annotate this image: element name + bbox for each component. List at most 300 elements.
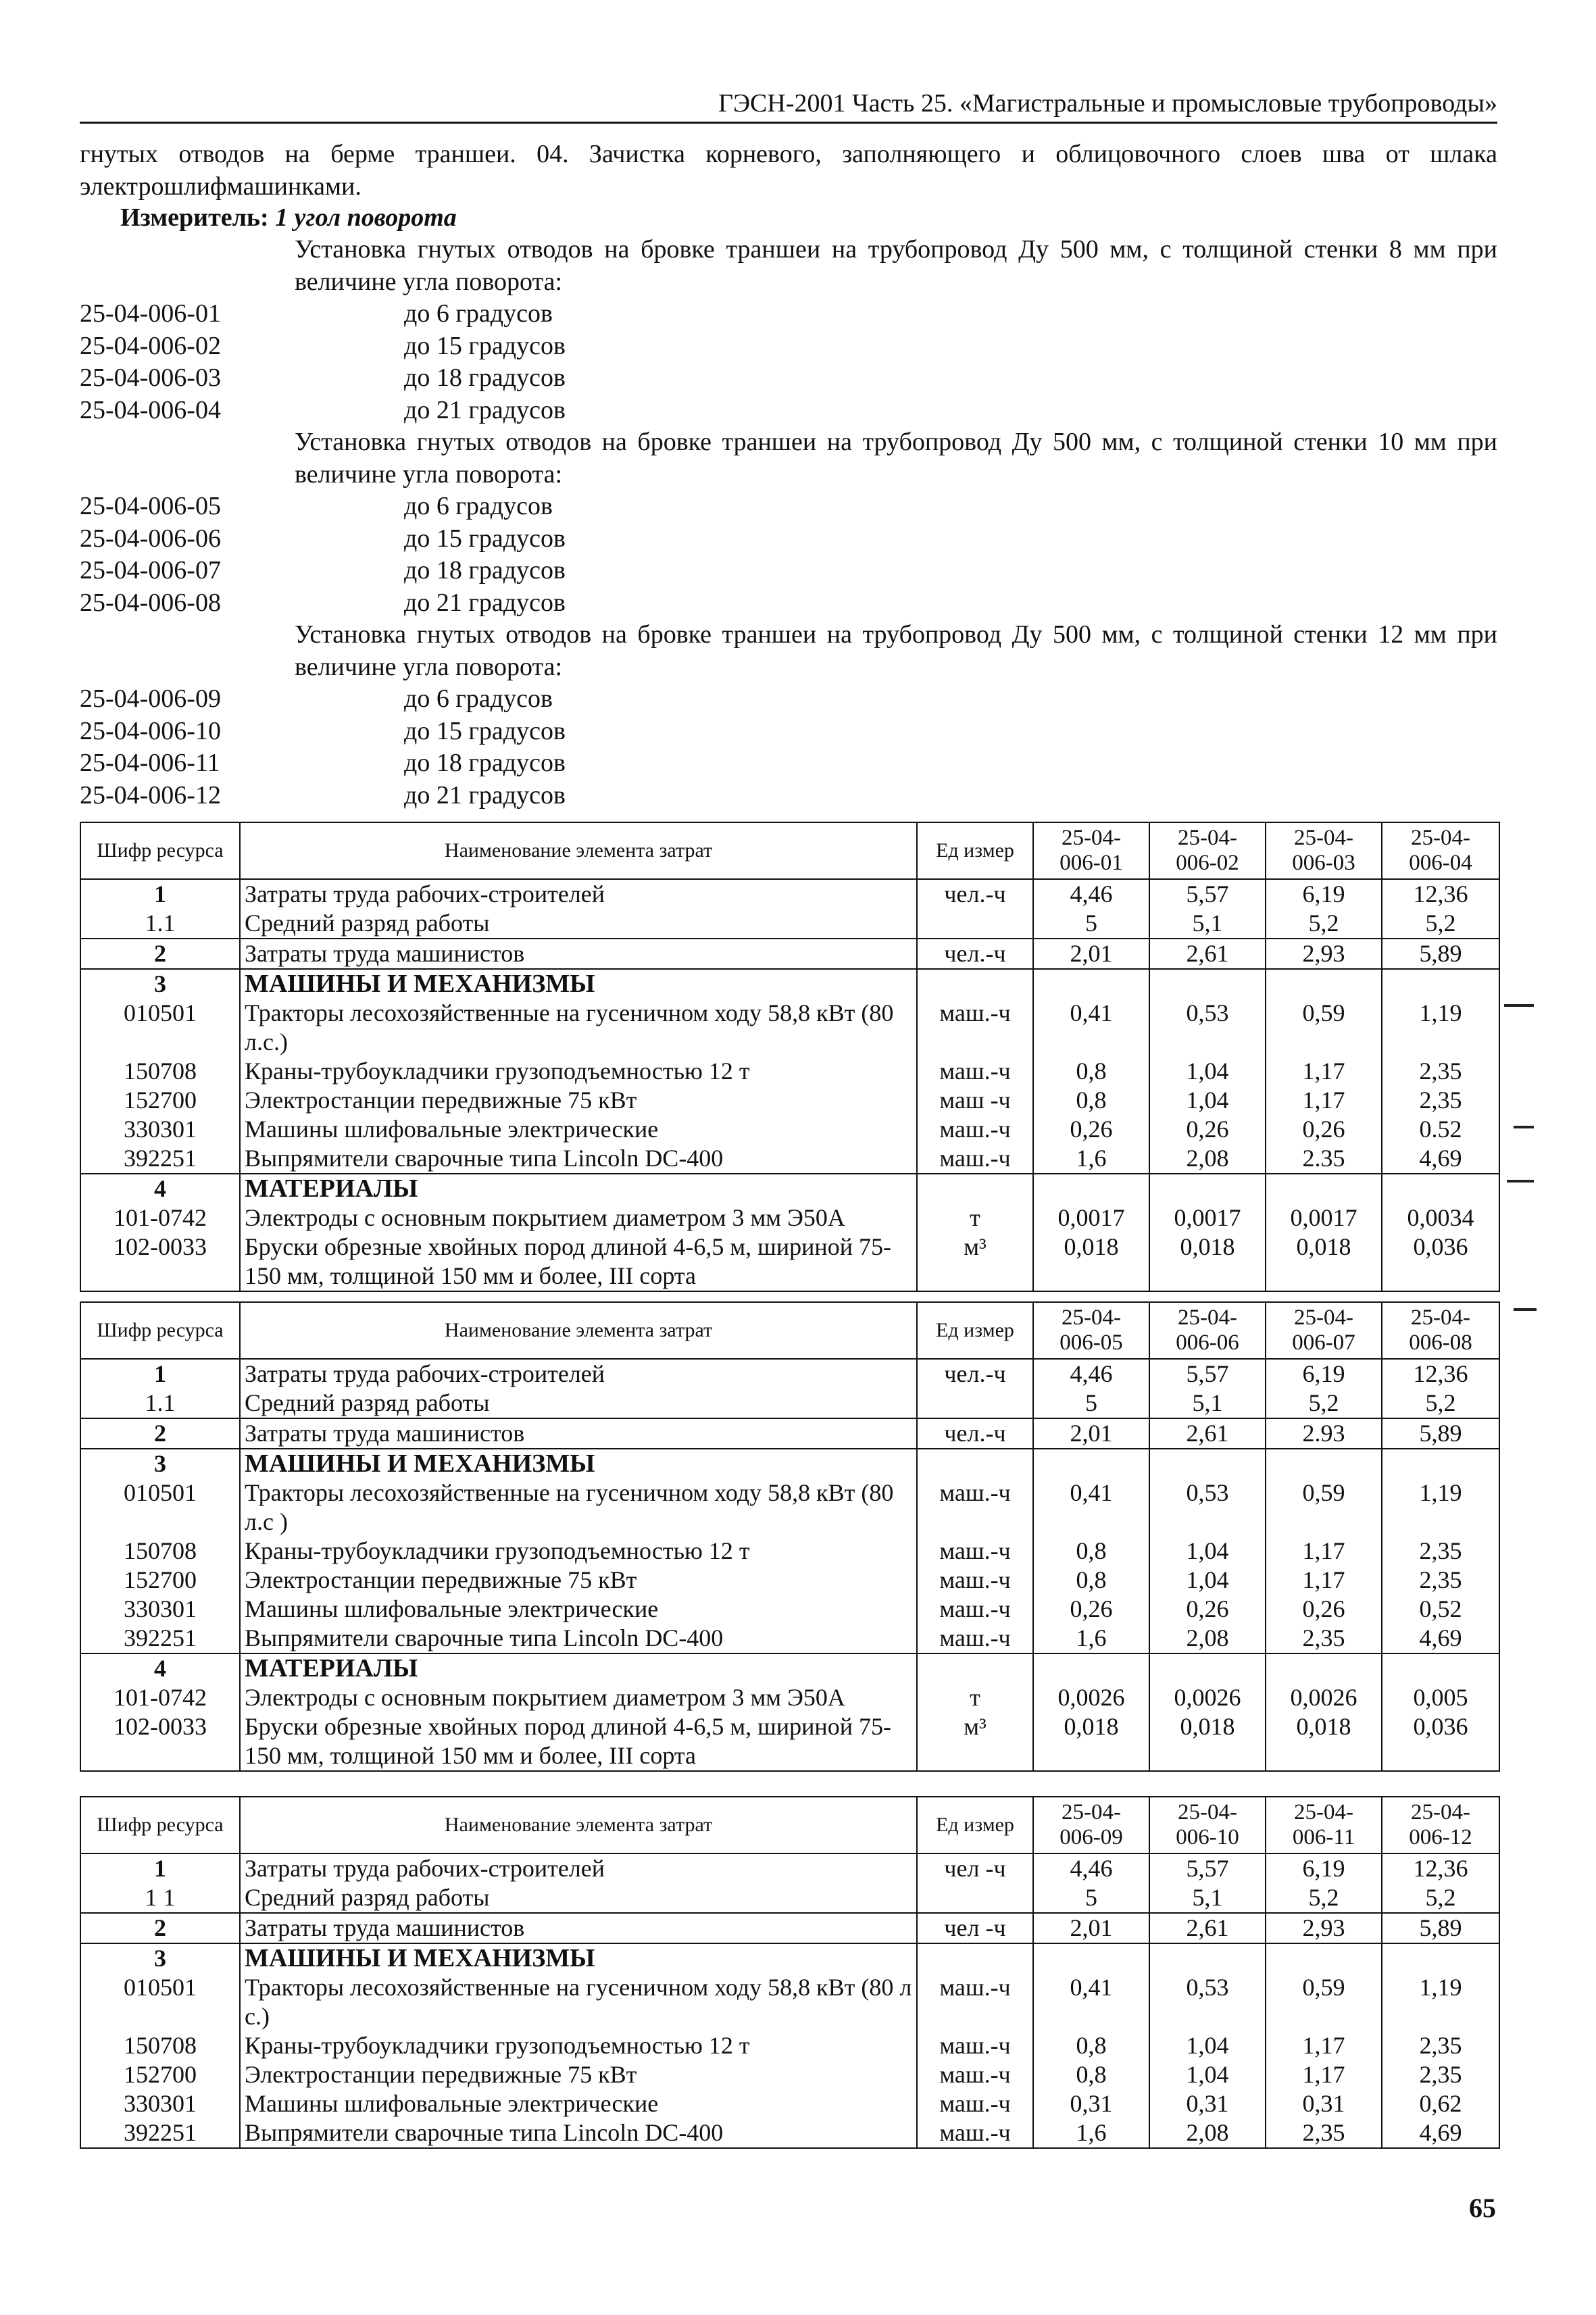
table-row [80, 1883, 1499, 1913]
table-row [80, 1595, 1499, 1624]
table-row [80, 2031, 1499, 2060]
table-row [80, 1115, 1499, 1144]
header-unit: Ед измер [917, 1302, 1033, 1359]
resource-value: 5,89 [1382, 1913, 1499, 1943]
resource-name: МАШИНЫ И МЕХАНИЗМЫ [240, 969, 917, 999]
header-name: Наименование элемента затрат [240, 1797, 917, 1853]
resource-name: МАТЕРИАЛЫ [240, 1653, 917, 1683]
resource-value: 1,04 [1149, 1566, 1266, 1595]
resource-value: 0,0017 [1266, 1203, 1382, 1233]
resource-unit [917, 1653, 1033, 1683]
resource-value: 1,04 [1149, 2031, 1266, 2060]
table-row [80, 1913, 1499, 1943]
resource-value: 5,2 [1382, 1883, 1499, 1913]
resource-value: 0,0026 [1033, 1683, 1149, 1712]
norm-item [80, 683, 1497, 716]
resource-value: 0,62 [1382, 2089, 1499, 2118]
resource-unit: маш -ч [917, 1086, 1033, 1115]
resource-value [1382, 1449, 1499, 1478]
resource-value: 0,41 [1033, 1973, 1149, 2031]
resource-value: 0,52 [1382, 1595, 1499, 1624]
norm-item [80, 523, 1497, 555]
norm-item [80, 362, 1497, 395]
norm-code: 25-04-006-05 [80, 492, 221, 520]
table-row [80, 2089, 1499, 2118]
table-row [80, 1653, 1499, 1683]
resource-name: Тракторы лесохозяйственные на гусеничном ходу 58,8 кВт (80 л.с.) [240, 999, 917, 1057]
norm-code: 25-04-006-12 [80, 780, 221, 810]
resource-code: 150708 [80, 1057, 240, 1086]
norm-code: 25-04-006-10 [80, 716, 221, 745]
resource-name: Машины шлифовальные электрические [240, 1595, 917, 1624]
resource-value: 1,6 [1033, 2118, 1149, 2148]
resource-value: 12,36 [1382, 879, 1499, 909]
resource-code: 3 [80, 969, 240, 999]
resource-value: 0,26 [1033, 1115, 1149, 1144]
header-unit: Ед измер [917, 822, 1033, 879]
resource-unit: маш.-ч [917, 2089, 1033, 2118]
resource-value: 12,36 [1382, 1359, 1499, 1389]
norm-label: до 18 градусов [404, 556, 566, 584]
resource-code: 4 [80, 1653, 240, 1683]
norm-label: до 15 градусов [404, 331, 566, 360]
group-description: Установка гнутых отводов на бровке траншеи на трубопровод Ду 500 мм, с толщиной стенки 8 мм при величине угла поворота: [295, 235, 1497, 296]
resource-value [1033, 1174, 1149, 1203]
resource-value: 0,8 [1033, 1566, 1149, 1595]
resource-code: 150708 [80, 1537, 240, 1566]
resource-value: 5,2 [1266, 1883, 1382, 1913]
norm-label: до 15 градусов [404, 716, 566, 745]
resource-value: 2.35 [1266, 1144, 1382, 1174]
header-norm-code: 25-04- 006-01 [1033, 822, 1149, 879]
header-norm-code: 25-04- 006-07 [1266, 1302, 1382, 1359]
resource-value: 6,19 [1266, 1853, 1382, 1883]
resource-value: 5 [1033, 909, 1149, 939]
resource-value: 2.93 [1266, 1418, 1382, 1449]
norm-label: до 21 градусов [404, 588, 566, 617]
norm-item [80, 716, 1497, 748]
resource-value: 1,17 [1266, 1086, 1382, 1115]
header-norm-code: 25-04- 006-11 [1266, 1797, 1382, 1853]
resource-value: 1,19 [1382, 1973, 1499, 2031]
resource-unit [917, 1389, 1033, 1418]
norm-code: 25-04-006-04 [80, 395, 221, 424]
resource-name: Средний разряд работы [240, 909, 917, 939]
resource-name: Электроды с основным покрытием диаметром 3 мм Э50А [240, 1683, 917, 1712]
resource-code: 1.1 [80, 1389, 240, 1418]
resource-code: 330301 [80, 1115, 240, 1144]
norm-code-list [80, 234, 1497, 812]
resource-unit: маш.-ч [917, 2118, 1033, 2148]
resource-name: Электроды с основным покрытием диаметром 3 мм Э50А [240, 1203, 917, 1233]
table-header-row [80, 1797, 1499, 1853]
resource-unit: маш.-ч [917, 1624, 1033, 1653]
resource-value [1266, 1449, 1382, 1478]
table-row [80, 1537, 1499, 1566]
resource-value [1149, 1943, 1266, 1973]
resource-code: 1 1 [80, 1883, 240, 1913]
resource-value: 1,04 [1149, 1537, 1266, 1566]
resource-code: 330301 [80, 2089, 240, 2118]
table-row [80, 909, 1499, 939]
resource-code: 101-0742 [80, 1683, 240, 1712]
norm-code: 25-04-006-08 [80, 588, 221, 617]
norm-item [80, 491, 1497, 523]
resource-table-1 [80, 822, 1500, 1292]
norm-item [80, 587, 1497, 620]
resource-name: МАШИНЫ И МЕХАНИЗМЫ [240, 1943, 917, 1973]
table-header-row [80, 1302, 1499, 1359]
resource-value: 0,59 [1266, 1973, 1382, 2031]
resource-code: 2 [80, 1418, 240, 1449]
resource-value: 0.52 [1382, 1115, 1499, 1144]
scan-mark [1514, 1308, 1537, 1311]
resource-name: МАШИНЫ И МЕХАНИЗМЫ [240, 1449, 917, 1478]
table-row [80, 2060, 1499, 2089]
resource-name: Электростанции передвижные 75 кВт [240, 2060, 917, 2089]
resource-unit: т [917, 1203, 1033, 1233]
table-row [80, 1943, 1499, 1973]
resource-unit [917, 1883, 1033, 1913]
measure-line [120, 201, 457, 234]
resource-code: 392251 [80, 1144, 240, 1174]
resource-value: 5,1 [1149, 909, 1266, 939]
resource-value: 0,26 [1266, 1115, 1382, 1144]
table-row [80, 1359, 1499, 1389]
header-code: Шифр ресурса [80, 822, 240, 879]
table-row [80, 879, 1499, 909]
resource-unit: м³ [917, 1712, 1033, 1771]
resource-name: Затраты труда машинистов [240, 939, 917, 969]
resource-value: 5,89 [1382, 1418, 1499, 1449]
resource-name: Бруски обрезные хвойных пород длиной 4-6,5 м, шириной 75-150 мм, толщиной 150 мм и более, III сорта [240, 1233, 917, 1291]
resource-unit: чел -ч [917, 1853, 1033, 1883]
table-row [80, 1973, 1499, 2031]
resource-value: 4,69 [1382, 2118, 1499, 2148]
norm-label: до 6 градусов [404, 492, 553, 520]
resource-name: Краны-трубоукладчики грузоподъемностью 12 т [240, 1057, 917, 1086]
resource-value: 2,61 [1149, 1913, 1266, 1943]
group-description: Установка гнутых отводов на бровке траншеи на трубопровод Ду 500 мм, с толщиной стенки 12 мм при величине угла поворота: [295, 620, 1497, 681]
resource-value: 0,0017 [1033, 1203, 1149, 1233]
table-row [80, 1233, 1499, 1291]
resource-value: 2,01 [1033, 939, 1149, 969]
resource-value: 5 [1033, 1389, 1149, 1418]
resource-name: Затраты труда рабочих-строителей [240, 1853, 917, 1883]
resource-code: 010501 [80, 1973, 240, 2031]
norm-label: до 21 градусов [404, 780, 566, 810]
resource-value: 2,01 [1033, 1913, 1149, 1943]
table-row [80, 1683, 1499, 1712]
resource-value: 0,018 [1266, 1233, 1382, 1291]
resource-value: 0,018 [1266, 1712, 1382, 1771]
resource-value: 2,61 [1149, 1418, 1266, 1449]
resource-value: 0,0034 [1382, 1203, 1499, 1233]
resource-value: 6,19 [1266, 879, 1382, 909]
header-norm-code: 25-04- 006-12 [1382, 1797, 1499, 1853]
table-row [80, 1566, 1499, 1595]
resource-value: 0,26 [1033, 1595, 1149, 1624]
resource-value: 0,59 [1266, 999, 1382, 1057]
resource-value [1033, 969, 1149, 999]
resource-name: Затраты труда рабочих-строителей [240, 1359, 917, 1389]
norm-code: 25-04-006-09 [80, 684, 221, 713]
resource-value: 4,46 [1033, 1853, 1149, 1883]
resource-value: 0,31 [1033, 2089, 1149, 2118]
norm-item [80, 395, 1497, 427]
resource-value: 1,17 [1266, 1537, 1382, 1566]
resource-name: МАТЕРИАЛЫ [240, 1174, 917, 1203]
resource-unit: маш.-ч [917, 1566, 1033, 1595]
resource-unit: маш.-ч [917, 1537, 1033, 1566]
resource-value: 0,036 [1382, 1712, 1499, 1771]
resource-value: 2,93 [1266, 1913, 1382, 1943]
resource-value: 5,2 [1382, 1389, 1499, 1418]
resource-value: 0,26 [1266, 1595, 1382, 1624]
resource-value [1266, 1653, 1382, 1683]
resource-value: 0,8 [1033, 2060, 1149, 2089]
resource-unit [917, 1943, 1033, 1973]
header-norm-code: 25-04- 006-03 [1266, 822, 1382, 879]
table-row [80, 1203, 1499, 1233]
resource-value: 0,26 [1149, 1115, 1266, 1144]
resource-name: Тракторы лесохозяйственные на гусеничном ходу 58,8 кВт (80 л.с ) [240, 1478, 917, 1537]
resource-unit [917, 909, 1033, 939]
resource-unit: маш.-ч [917, 1478, 1033, 1537]
resource-table-2 [80, 1301, 1500, 1772]
header-norm-code: 25-04- 006-10 [1149, 1797, 1266, 1853]
resource-name: Краны-трубоукладчики грузоподъемностью 12 т [240, 2031, 917, 2060]
table-row [80, 1853, 1499, 1883]
table-row [80, 1057, 1499, 1086]
resource-unit: маш.-ч [917, 1144, 1033, 1174]
norm-code: 25-04-006-01 [80, 299, 221, 328]
resource-unit: чел.-ч [917, 1418, 1033, 1449]
resource-code: 2 [80, 939, 240, 969]
resource-value: 0,018 [1033, 1712, 1149, 1771]
resource-value: 5,1 [1149, 1389, 1266, 1418]
resource-value [1266, 1943, 1382, 1973]
resource-value: 1,17 [1266, 1566, 1382, 1595]
header-norm-code: 25-04- 006-02 [1149, 822, 1266, 879]
table-row [80, 1712, 1499, 1771]
resource-value: 1,17 [1266, 2060, 1382, 2089]
resource-value: 0,8 [1033, 1057, 1149, 1086]
resource-code: 102-0033 [80, 1233, 240, 1291]
resource-value: 4,69 [1382, 1144, 1499, 1174]
header-code: Шифр ресурса [80, 1302, 240, 1359]
resource-value: 5,1 [1149, 1883, 1266, 1913]
resource-value: 2,61 [1149, 939, 1266, 969]
resource-value: 2,35 [1382, 1057, 1499, 1086]
scan-mark [1514, 1126, 1534, 1128]
table-row [80, 1144, 1499, 1174]
resource-value: 1,04 [1149, 1086, 1266, 1115]
norm-item [80, 298, 1497, 330]
resource-code: 010501 [80, 999, 240, 1057]
resource-code: 330301 [80, 1595, 240, 1624]
norm-item [80, 780, 1497, 812]
norm-code: 25-04-006-11 [80, 749, 220, 777]
resource-value: 4,46 [1033, 1359, 1149, 1389]
header-norm-code: 25-04- 006-06 [1149, 1302, 1266, 1359]
measure-label: Измеритель: [120, 203, 269, 232]
table-row [80, 2118, 1499, 2148]
resource-name: Затраты труда машинистов [240, 1418, 917, 1449]
header-name: Наименование элемента затрат [240, 822, 917, 879]
resource-value: 5,2 [1266, 1389, 1382, 1418]
resource-code: 392251 [80, 2118, 240, 2148]
table-row [80, 1174, 1499, 1203]
resource-code: 150708 [80, 2031, 240, 2060]
header-norm-code: 25-04- 006-08 [1382, 1302, 1499, 1359]
resource-value [1033, 1943, 1149, 1973]
table-row [80, 999, 1499, 1057]
resource-value: 5,57 [1149, 1359, 1266, 1389]
table-row [80, 969, 1499, 999]
resource-value: 4,69 [1382, 1624, 1499, 1653]
table-row [80, 1624, 1499, 1653]
intro-text: гнутых отводов на берме траншеи. 04. Зачистка корневого, заполняющего и облицовочного слоев шва от шлака электрошлифмашинками. [80, 140, 1497, 201]
resource-unit: чел.-ч [917, 1359, 1033, 1389]
resource-unit [917, 969, 1033, 999]
header-name: Наименование элемента затрат [240, 1302, 917, 1359]
resource-value: 5,57 [1149, 1853, 1266, 1883]
resource-value: 2,35 [1382, 2031, 1499, 2060]
header-code: Шифр ресурса [80, 1797, 240, 1853]
resource-value: 5 [1033, 1883, 1149, 1913]
resource-value: 0,41 [1033, 1478, 1149, 1537]
resource-code: 1 [80, 1853, 240, 1883]
resource-code: 1 [80, 1359, 240, 1389]
page-number: 65 [1469, 2193, 1496, 2223]
resource-name: Затраты труда машинистов [240, 1913, 917, 1943]
resource-value [1266, 969, 1382, 999]
resource-code: 1 [80, 879, 240, 909]
resource-value: 2,35 [1266, 2118, 1382, 2148]
resource-unit: маш.-ч [917, 1057, 1033, 1086]
resource-value [1033, 1449, 1149, 1478]
table-row [80, 1086, 1499, 1115]
measure-value: 1 угол поворота [275, 203, 457, 232]
resource-value: 2,35 [1382, 1537, 1499, 1566]
header-norm-code: 25-04- 006-05 [1033, 1302, 1149, 1359]
resource-name: Машины шлифовальные электрические [240, 1115, 917, 1144]
group-description: Установка гнутых отводов на бровке траншеи на трубопровод Ду 500 мм, с толщиной стенки 10 мм при величине угла поворота: [295, 428, 1497, 489]
resource-value: 5,57 [1149, 879, 1266, 909]
norm-code: 25-04-006-07 [80, 556, 221, 584]
norm-label: до 6 градусов [404, 684, 553, 713]
resource-value: 5,2 [1266, 909, 1382, 939]
norm-code: 25-04-006-03 [80, 364, 221, 392]
page-header: ГЭСН-2001 Часть 25. «Магистральные и промысловые трубопроводы» [80, 86, 1497, 124]
resource-unit [917, 1449, 1033, 1478]
resource-code: 392251 [80, 1624, 240, 1653]
scan-mark [1504, 1004, 1534, 1007]
table-row [80, 1478, 1499, 1537]
resource-unit: маш.-ч [917, 2060, 1033, 2089]
resource-name: Затраты труда рабочих-строителей [240, 879, 917, 909]
resource-value: 1,17 [1266, 1057, 1382, 1086]
resource-code: 3 [80, 1943, 240, 1973]
resource-value: 0,005 [1382, 1683, 1499, 1712]
resource-unit: чел.-ч [917, 879, 1033, 909]
resource-unit: маш.-ч [917, 1973, 1033, 2031]
resource-code: 4 [80, 1174, 240, 1203]
resource-value: 2,35 [1266, 1624, 1382, 1653]
resource-value [1382, 1174, 1499, 1203]
resource-value: 1,19 [1382, 1478, 1499, 1537]
resource-name: Бруски обрезные хвойных пород длиной 4-6,5 м, шириной 75-150 мм, толщиной 150 мм и более, III сорта [240, 1712, 917, 1771]
resource-value: 1,17 [1266, 2031, 1382, 2060]
norm-code: 25-04-006-06 [80, 524, 221, 553]
resource-name: Электростанции передвижные 75 кВт [240, 1566, 917, 1595]
resource-unit: маш.-ч [917, 1115, 1033, 1144]
resource-value [1149, 1174, 1266, 1203]
resource-name: Тракторы лесохозяйственные на гусеничном ходу 58,8 кВт (80 л с.) [240, 1973, 917, 2031]
resource-value [1266, 1174, 1382, 1203]
resource-value: 0,59 [1266, 1478, 1382, 1537]
resource-value: 0,53 [1149, 1973, 1266, 2031]
resource-value: 2,35 [1382, 2060, 1499, 2089]
norm-item [80, 747, 1497, 780]
resource-value: 1,04 [1149, 2060, 1266, 2089]
resource-name: Выпрямители сварочные типа Lincoln DC-400 [240, 1624, 917, 1653]
resource-name: Средний разряд работы [240, 1389, 917, 1418]
resource-table-3 [80, 1796, 1500, 2149]
norm-label: до 18 градусов [404, 364, 566, 392]
resource-value: 0,0017 [1149, 1203, 1266, 1233]
resource-value [1382, 1653, 1499, 1683]
resource-value: 1,19 [1382, 999, 1499, 1057]
norm-label: до 18 градусов [404, 749, 566, 777]
resource-value: 0,8 [1033, 2031, 1149, 2060]
norm-code: 25-04-006-02 [80, 331, 221, 360]
resource-value: 1,6 [1033, 1144, 1149, 1174]
resource-value: 0,0026 [1266, 1683, 1382, 1712]
header-unit: Ед измер [917, 1797, 1033, 1853]
resource-value: 0,8 [1033, 1537, 1149, 1566]
resource-unit: т [917, 1683, 1033, 1712]
resource-value [1149, 969, 1266, 999]
resource-value: 2,93 [1266, 939, 1382, 969]
norm-label: до 6 градусов [404, 299, 553, 328]
resource-code: 152700 [80, 1566, 240, 1595]
resource-value [1149, 1653, 1266, 1683]
norm-label: до 15 градусов [404, 524, 566, 553]
table-row [80, 939, 1499, 969]
resource-value [1149, 1449, 1266, 1478]
resource-value [1382, 969, 1499, 999]
resource-unit: чел -ч [917, 1913, 1033, 1943]
resource-value: 0,26 [1149, 1595, 1266, 1624]
resource-code: 152700 [80, 1086, 240, 1115]
resource-value: 2,01 [1033, 1418, 1149, 1449]
resource-name: Выпрямители сварочные типа Lincoln DC-400 [240, 2118, 917, 2148]
resource-name: Машины шлифовальные электрические [240, 2089, 917, 2118]
resource-value: 0,31 [1149, 2089, 1266, 2118]
resource-unit: маш.-ч [917, 2031, 1033, 2060]
resource-value: 0,018 [1033, 1233, 1149, 1291]
resource-name: Средний разряд работы [240, 1883, 917, 1913]
resource-value: 2,35 [1382, 1086, 1499, 1115]
resource-value: 5,2 [1382, 909, 1499, 939]
resource-unit: маш.-ч [917, 999, 1033, 1057]
resource-value: 12,36 [1382, 1853, 1499, 1883]
resource-name: Электростанции передвижные 75 кВт [240, 1086, 917, 1115]
scan-mark [1507, 1180, 1534, 1183]
resource-code: 102-0033 [80, 1712, 240, 1771]
